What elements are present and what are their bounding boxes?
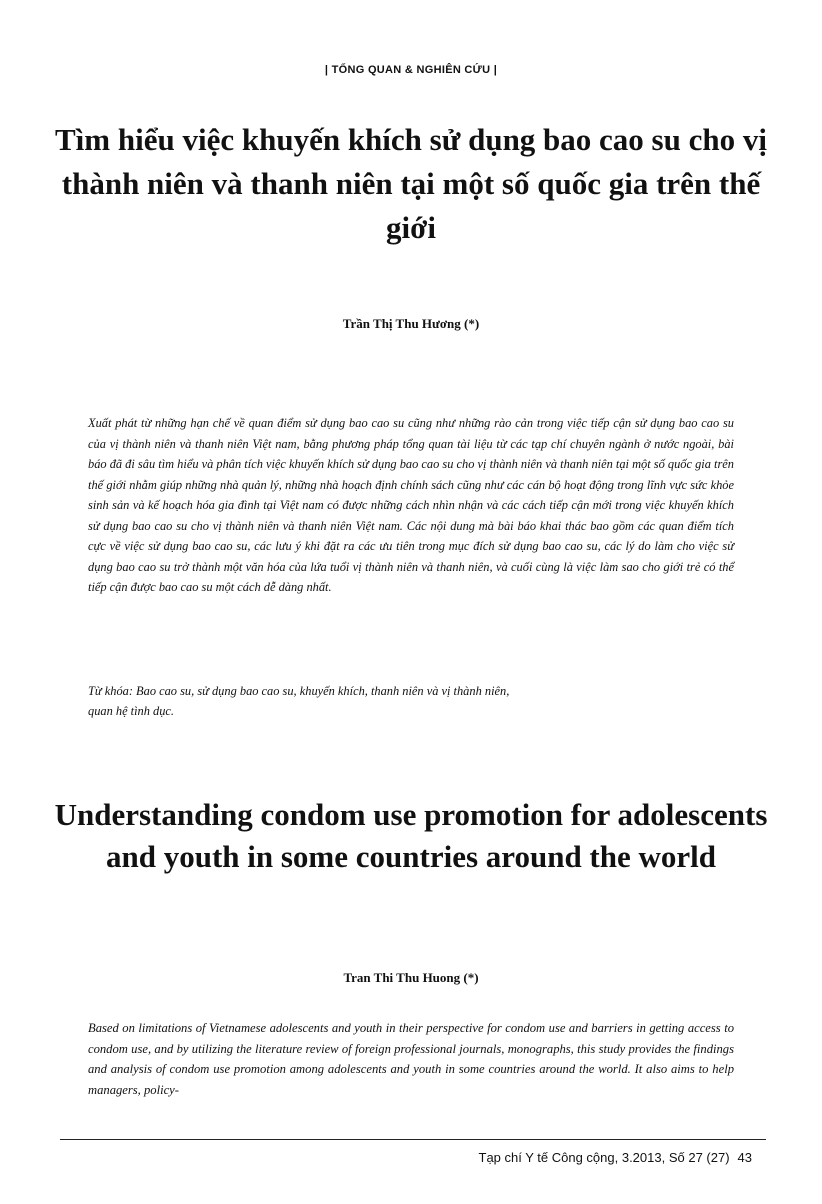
keywords-line-1: Từ khóa: Bao cao su, sử dụng bao cao su, khuyến khích, thanh niên và vị thành niên, xyxy=(88,684,510,698)
footer-divider xyxy=(60,1139,766,1140)
keywords-line-2: quan hệ tình dục. xyxy=(88,704,175,718)
vietnamese-author: Trần Thị Thu Hương (*) xyxy=(342,316,480,331)
vietnamese-title: Tìm hiểu việc khuyến khích sử dụng bao cao su cho vị thành niên và thanh niên tại một số quốc gia trên thế giới xyxy=(55,122,767,245)
english-title: Understanding condom use promotion for adolescents and youth in some countries around the world xyxy=(54,797,768,874)
english-author: Tran Thi Thu Huong (*) xyxy=(343,970,479,985)
vietnamese-abstract: Xuất phát từ những hạn chế về quan điểm sử dụng bao cao su cũng như những rào cản trong việc tiếp cận sử dụng bao cao su của vị thành niên và thanh niên Việt nam, bằng phương pháp tổng quan tài liệu từ các tạp chí chuyên ngành ở nước ngoài, bài báo đã đi sâu tìm hiểu và phân tích việc khuyến khích sử dụng bao cao su cho vị thành niên và thanh niên tại một số quốc gia trên thế giới nhằm giúp những nhà quản lý, những nhà hoạch định chính sách cũng như các cán bộ hoạt động trong lĩnh vực sức khỏe sinh sản và kế hoạch hóa gia đình tại Việt nam có được những cách nhìn nhận và các cách tiếp cận mới trong việc khuyến khích sử dụng bao cao su cho vị thành niên và thanh niên Việt nam. Các nội dung mà bài báo khai thác bao gồm các quan điểm tích cực về việc sử dụng bao cao su, các lưu ý khi đặt ra các ưu tiên trong mục đích sử dụng bao cao su, các lý do làm cho việc sử dụng bao cao su trở thành một văn hóa của lứa tuổi vị thành niên và thanh niên, và cuối cùng là việc làm sao cho giới trẻ có thể tiếp cận được bao cao su một cách dễ dàng nhất. xyxy=(88,416,734,594)
page-number: 43 xyxy=(737,1150,752,1165)
page-footer xyxy=(479,1150,753,1165)
section-tag: | TỔNG QUAN & NGHIÊN CỨU | xyxy=(324,64,498,76)
journal-citation: Tạp chí Y tế Công cộng, 3.2013, Số 27 (27) xyxy=(478,1150,730,1165)
english-abstract: Based on limitations of Vietnamese adolescents and youth in their perspective for condom use and barriers in getting access to condom use, and by utilizing the literature review of foreign professional journals, monographs, this study provides the findings and analysis of condom use promotion among adolescents and youth in some countries around the world. It also aims to help managers, policy- xyxy=(88,1021,734,1097)
vietnamese-keywords xyxy=(88,681,734,721)
